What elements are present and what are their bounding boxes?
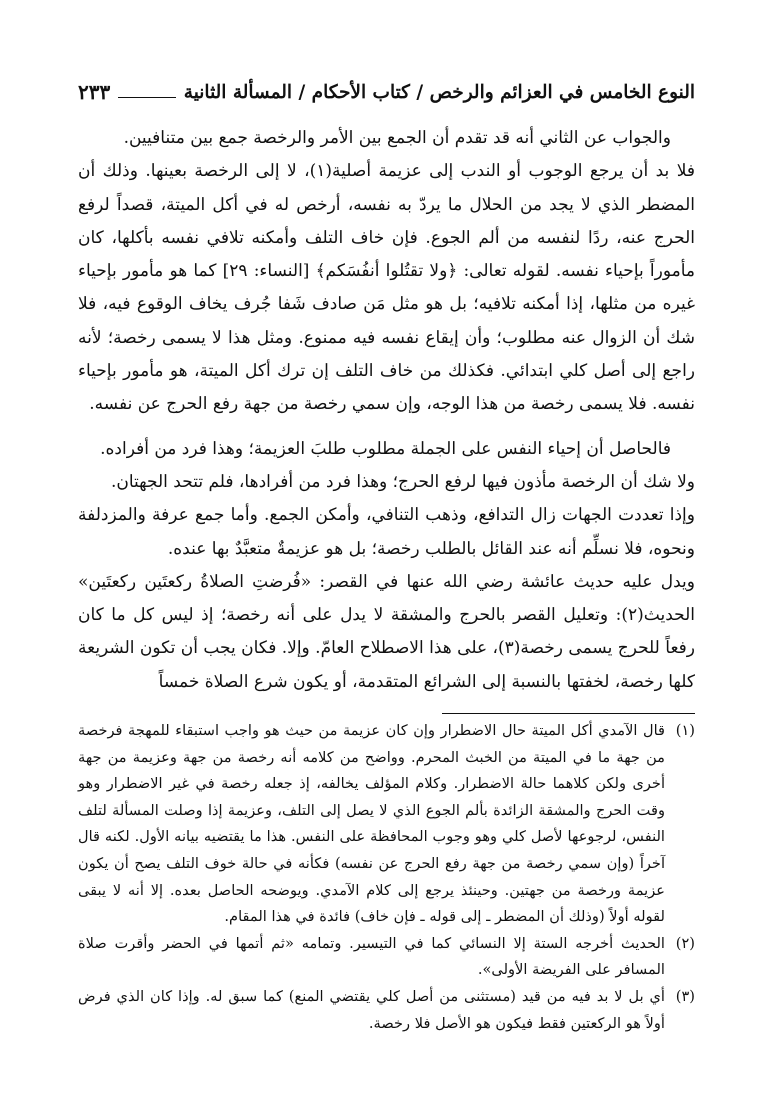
header-title: النوع الخامس في العزائم والرخص / كتاب الأحكام / المسألة الثانية [183,81,695,103]
footnote [78,718,695,931]
footnote-separator [442,713,695,714]
body-paragraph: ويدل عليه حديث عائشة رضي الله عنها في القصر: «فُرضتِ الصلاةُ ركعتَين ركعتَين» الحديث(٢): وتعليل القصر بالحرج والمشقة لا يدل على أنه رخصة؛ إذ ليس كل ما كان رفعاً للحرج يسمى رخصة(٣)، على هذا الاصطلاح العامّ. وإلا. فكان يجب أن تكون الشريعة كلها رخصة، لخفتها بالنسبة إلى الشرائع المتقدمة، أو يكون شرع الصلاة خمساً [78,571,695,692]
footnotes [78,718,695,1037]
footnote [78,931,695,984]
main-text [78,122,695,699]
page-number: ٢٣٣ [78,80,111,104]
body-paragraph: فلا بد أن يرجع الوجوب أو الندب إلى عزيمة أصلية(١)، لا إلى الرخصة بعينها. وذلك أن المضطر الذي لا يجد من الحلال ما يردّ به نفسه، أرخص له في أكل الميتة، قصداً لرفع الحرج عنه، ردًا لنفسه من ألم الجوع. فإن خاف التلف وأمكنه تلافي نفسه بأكلها، كان مأموراً بإحياء نفسه. لقوله تعالى: ﴿ولا تقتُلوا أنفُسَكم﴾ [النساء: ٢٩] كما هو مأمور بإحياء غيره من مثلها، إذا أمكنه تلافيه؛ بل هو مثل مَن صادف شَفا جُرف يخاف الوقوع فيه، فلا شك أن الزوال عنه مطلوب؛ وأن إيقاع نفسه فيه ممنوع. ومثل هذا لا يسمى رخصة؛ لأنه راجع إلى أصل كلي ابتدائي. فكذلك من خاف التلف إن ترك أكل الميتة، هو مأمور بإحياء نفسه. فلا يسمى رخصة من هذا الوجه، وإن سمي رخصة من جهة رفع الحرج عن نفسه. [78,161,695,415]
footnote-number: (١) [675,722,695,739]
running-header [78,76,695,108]
footnote-text: أي بل لا بد فيه من قيد (مستثنى من أصل كلي يقتضي المنع) كما سبق له. وإذا كان الذي فرض أولاً هو الركعتين فقط فيكون هو الأصل فلا رخصة. [78,987,665,1032]
footnote-number: (٢) [675,934,695,952]
footnote-text: قال الآمدي أكل الميتة حال الاضطرار وإن كان عزيمة من حيث هو واجب استبقاء للمهجة فرخصة من جهة ما في الميتة من الخبث المحرم. وواضح من كلامه أنه رخصة من جهة وعزيمة من جهة أخرى ولكن كلاهما حالة الاضطرار. وكلام المؤلف يخالفه، إذ جعله رخصة في غير الاضطرار وهو وقت الحرج والمشقة الزائدة بألم الجوع الذي لا يصل إلى التلف، وعزيمة إذا وصلت المسألة لتلف النفس، لرجوعها لأصل كلي وهو وجوب المحافظة على النفس. هذا ما يقتضيه بيانه الأول. لكنه قال آخراً (وإن سمي رخصة من جهة رفع الحرج عن نفسه) فكأنه في حالة خوف التلف يصح أن يكون عزيمة ورخصة من جهتين. وحينئذ يرجع إلى كلام الآمدي. ويوضحه الحاصل بعده. إلا أنه لا يبقى لقوله أولاً (وذلك أن المضطر ـ إلى قوله ـ فإن خاف) فائدة في هذا المقام. [78,722,665,926]
footnote-number: (٣) [675,987,695,1005]
footnote-text: الحديث أخرجه الستة إلا النسائي كما في التيسير. وتمامه «ثم أتمها في الحضر وأقرت صلاة المسافر على الفريضة الأولى». [78,934,665,979]
body-paragraph: وإذا تعددت الجهات زال التدافع، وذهب التنافي، وأمكن الجمع. وأما جمع عرفة والمزدلفة ونحوه، فلا نسلِّم أنه عند القائل بالطلب رخصة؛ بل هو عزيمةٌ متعبَّدٌ بها عنده. [78,505,695,559]
body-paragraph: والجواب عن الثاني أنه قد تقدم أن الجمع بين الأمر والرخصة جمع بين متنافيين. [123,128,671,148]
footnote [78,984,695,1037]
body-paragraph: فالحاصل أن إحياء النفس على الجملة مطلوب طلبَ العزيمة؛ وهذا فرد من أفراده. [100,438,671,459]
header-rule [118,97,176,98]
body-paragraph: ولا شك أن الرخصة مأذون فيها لرفع الحرج؛ وهذا فرد من أفرادها، فلم تتحد الجهتان. [110,471,695,492]
